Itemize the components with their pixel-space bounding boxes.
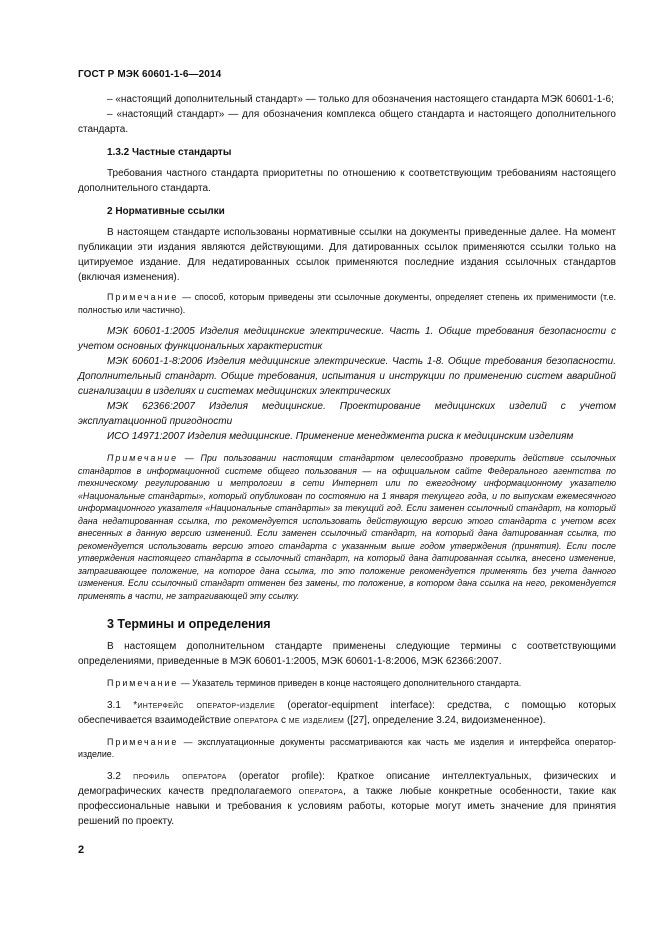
reference-item: МЭК 62366:2007 Изделия медицинские. Проектирование медицинских изделий с учетом эксплуатационной пригодности (78, 401, 616, 427)
term-name: профиль оператора (133, 770, 227, 782)
section-heading-3: 3 Термины и определения (107, 617, 271, 631)
term-name: *интерфейс оператор-изделие (133, 699, 276, 711)
term-text: (operator profile): Краткое описание интеллектуальных, физических и демографических качеств предполагаемого (78, 770, 616, 797)
term-reference: оператора (233, 714, 279, 726)
paragraph: В настоящем дополнительном стандарте применены следующие термины с соответствующими определениями, приведенные в МЭК 60601-1:2005, МЭК 60601-1-8:2006, МЭК 62366:2007. (78, 641, 616, 667)
term-definition-3-2 (78, 769, 616, 829)
term-text: с (278, 714, 289, 726)
term-reference: оператора (298, 785, 344, 797)
note (78, 677, 616, 690)
reference-item: МЭК 60601-1-8:2006 Изделия медицинские электрические. Часть 1-8. Общие требования безопасности. Дополнительный стандарт. Общие требования, испытания и инструкции по применению систем аварийной сигнализации в изделиях и системах медицинских электрических (78, 356, 616, 397)
note-text: — Указатель терминов приведен в конце настоящего дополнительного стандарта. (178, 678, 522, 688)
reference-item: МЭК 60601-1:2005 Изделия медицинские электрические. Часть 1. Общие требования безопасности с учетом основных функциональных характеристик (78, 326, 616, 352)
term-reference: ме изделием (288, 714, 345, 726)
term-text: ([27], определение 3.24, видоизмененное). (344, 714, 546, 726)
section-heading-1-3-2: 1.3.2 Частные стандарты (107, 147, 232, 158)
term-number: 3.2 (107, 770, 134, 782)
section-heading-2: 2 Нормативные ссылки (107, 206, 225, 217)
term-text: (operator-equipment interface): средства, с помощью которых обеспечивается взаимодействие (78, 699, 616, 726)
term-text: , а также любые конкретные особенности, такие как профессиональные навыки и требования к условиям работы, которые могут иметь значение для принятия решений по проекту. (78, 785, 616, 827)
note (78, 736, 616, 761)
page-number: 2 (78, 844, 85, 856)
paragraph: Требования частного стандарта приоритетны по отношению к соответствующим требованиям настоящего дополнительного стандарта. (78, 168, 616, 194)
list-item: – «настоящий дополнительный стандарт» — только для обозначения настоящего стандарта МЭК 60601-1-6; (107, 94, 614, 105)
note-text: — эксплуатационные документы рассматриваются как часть ме изделия и интерфейса оператор-изделие. (78, 736, 616, 759)
note-label: Примечание (107, 736, 179, 747)
note-label: Примечание (107, 453, 179, 463)
note (78, 291, 616, 316)
term-number: 3.1 (107, 699, 134, 711)
reference-item: ИСО 14971:2007 Изделия медицинские. Применение менеджмента риска к медицинским изделиям (107, 431, 574, 442)
paragraph: В настоящем стандарте использованы нормативные ссылки на документы приведенные далее. На момент публикации эти издания являются действующими. Для датированных ссылок применяются ссылки только на цитируемое издание. Для недатированных ссылок применяются последние издания ссылочных стандартов (включая изменения). (78, 227, 616, 283)
note-label: Примечание (107, 678, 179, 688)
note-label: Примечание (107, 292, 179, 302)
page-content (78, 92, 616, 829)
page-header: ГОСТ Р МЭК 60601-1-6—2014 (78, 69, 222, 80)
document-page (78, 0, 616, 936)
term-definition-3-1 (78, 698, 616, 728)
note (78, 452, 616, 602)
note-text: — При пользовании настоящим стандартом целесообразно проверить действие ссылочных стандартов в информационной системе общего пользования — на официальном сайте Федерального агентства по техническому регулированию и метрологии в сети Интернет или по ежегодному информационному указателю «Национальные стандарты», который опубликован по состоянию на 1 января текущего года, и по выпускам ежемесячного информационного указателя «Национальные стандарты» за текущий год. Если заменен ссылочный стандарт, на который дана недатированная ссылка, то рекомендуется использовать действующую версию этого стандарта с учетом всех внесенных в данную версию изменений. Если заменен ссылочный стандарт, на который дана датированная ссылка, то рекомендуется использовать версию этого стандарта с указанным выше годом утверждения (принятия). Если после утверждения настоящего стандарта в ссылочный стандарт, на который дана датированная ссылка, внесено изменение, затрагивающее положение, на которое дана ссылка, то это положение рекомендуется применять без учета данного изменения. Если ссылочный стандарт отменен без замены, то положение, в котором дана ссылка на него, рекомендуется применять в части, не затрагивающей эту ссылку. (78, 453, 616, 601)
note-text: — способ, которым приведены эти ссылочные документы, определяет степень их применимости (т.е. полностью или частично). (78, 292, 616, 315)
list-item: – «настоящий стандарт» — для обозначения комплекса общего стандарта и настоящего дополнительного стандарта. (78, 109, 616, 135)
